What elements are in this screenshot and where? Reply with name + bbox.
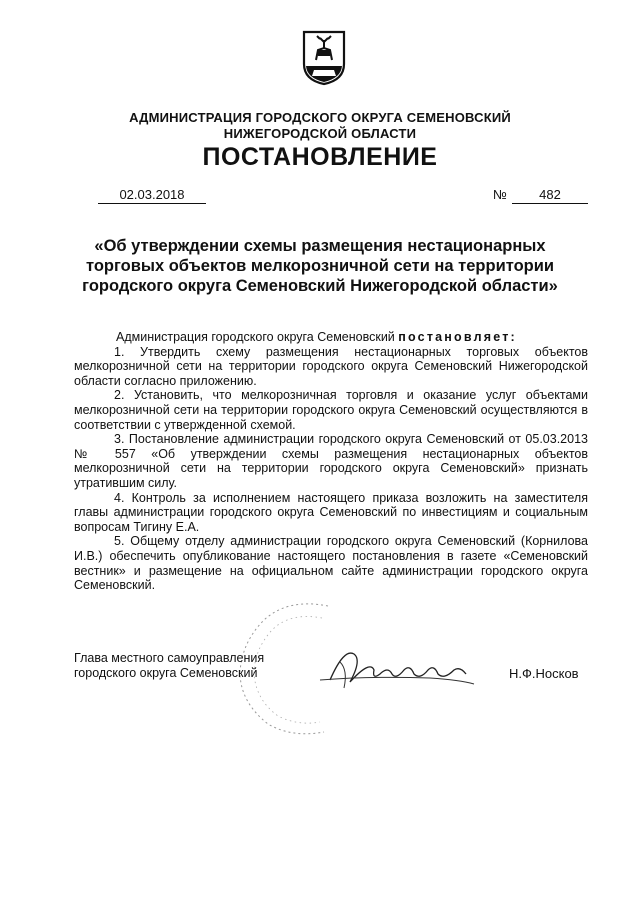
document-title: «Об утверждении схемы размещения нестационарных торговых объектов мелкорозничной сети на территории городского округа Семеновский Нижегородской области»	[82, 237, 558, 295]
organization-region: НИЖЕГОРОДСКОЙ ОБЛАСТИ	[223, 126, 417, 141]
lead-text: Администрация городского округа Семеновский	[116, 330, 399, 344]
document-number: 482	[512, 187, 588, 204]
signer-position-line1: Глава местного самоуправления	[74, 651, 265, 665]
number-label: №	[493, 187, 507, 202]
signer-position	[74, 651, 264, 681]
document-type-heading: ПОСТАНОВЛЕНИЕ	[202, 143, 438, 171]
signer-position-line2: городского округа Семеновский	[74, 666, 258, 680]
document-body	[74, 330, 588, 593]
clause-5: 5. Общему отделу администрации городского округа Семеновский (Корнилова И.В.) обеспечить опубликование настоящего постановления в газете «Семеновский вестник» и размещение на официальном сайте администрации городского округа Семеновский.	[74, 534, 588, 593]
clause-3: 3. Постановление администрации городского округа Семеновский от 05.03.2013 № 557 «Об утверждении схемы размещения нестационарных объектов мелкорозничной сети на территории городского округа Семеновский» признать утратившим силу.	[74, 432, 588, 490]
lead-verb: постановляет:	[398, 330, 517, 344]
clause-1: 1. Утвердить схему размещения нестационарных торговых объектов мелкорозничной сети на территории городского округа Семеновский Нижегородской области согласно приложению.	[74, 344, 588, 388]
clause-4: 4. Контроль за исполнением настоящего приказа возложить на заместителя главы администрации городского округа Семеновский по инвестициям и социальным вопросам Тигину Е.А.	[74, 490, 588, 534]
handwritten-signature-icon	[310, 640, 480, 700]
clause-2: 2. Установить, что мелкорозничная торговля и оказание услуг объектами мелкорозничной сети на территории городского округа Семеновский осуществляются в соответствии с утвержденной схемой.	[74, 388, 588, 432]
lead-paragraph	[74, 330, 588, 345]
signer-name: Н.Ф.Носков	[509, 666, 579, 681]
document-date: 02.03.2018	[98, 187, 206, 204]
organization-name: АДМИНИСТРАЦИЯ ГОРОДСКОГО ОКРУГА СЕМЕНОВСКИЙ	[129, 110, 511, 125]
deer-coat-of-arms-icon	[302, 30, 346, 86]
